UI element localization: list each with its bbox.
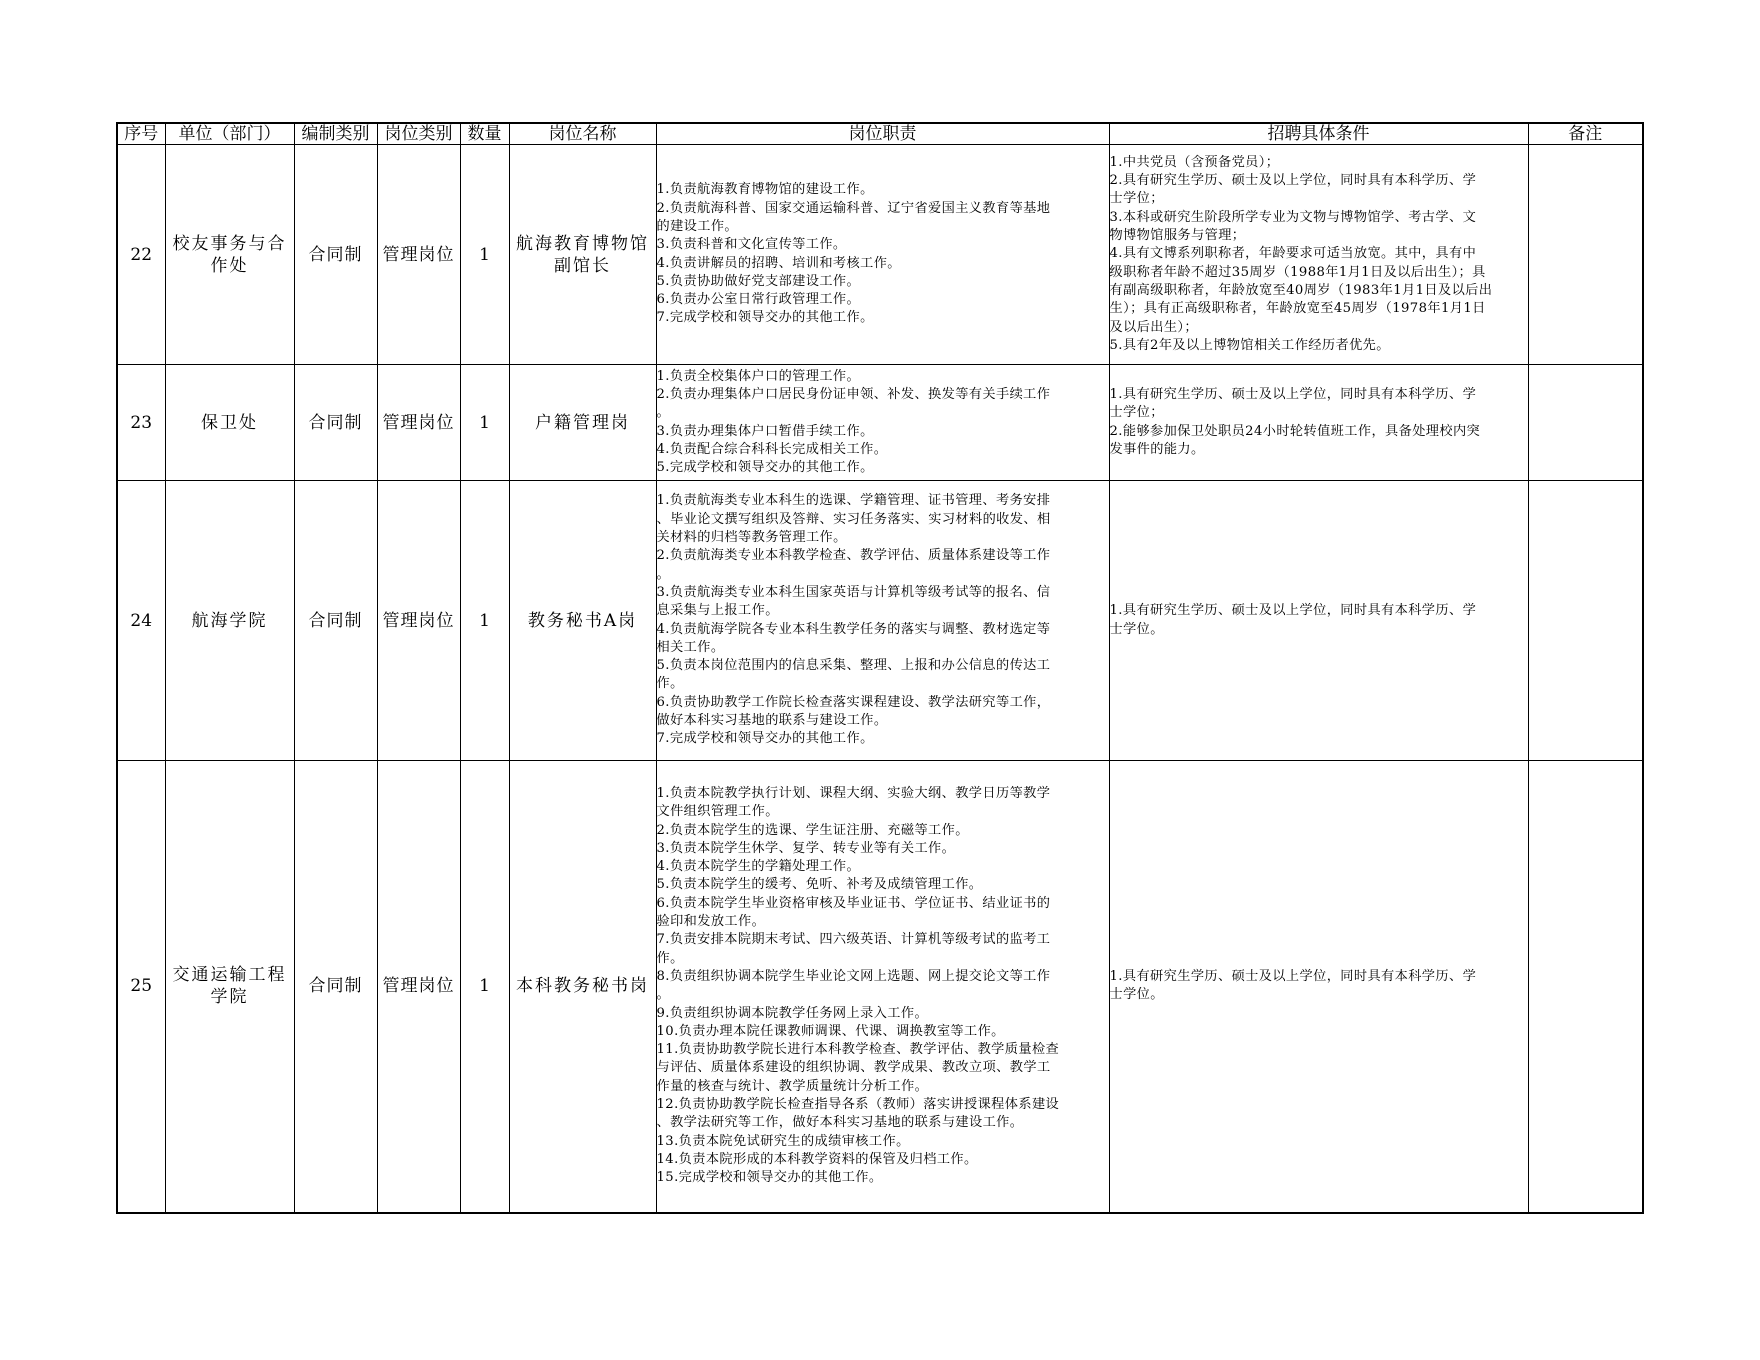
row-position: 户籍管理岗 [509, 365, 656, 481]
duties-line: 3.负责科普和文化宣传等工作。 [656, 237, 847, 253]
conditions-line: 士学位； [1109, 191, 1164, 207]
row-count: 1 [460, 481, 509, 761]
duties-line: 4.负责本院学生的学籍处理工作。 [656, 859, 861, 875]
duties-line: 的建设工作。 [656, 218, 739, 234]
row-category: 管理岗位 [377, 481, 460, 761]
duties-line: 2.负责航海科普、国家交通运输科普、辽宁省爱国主义教育等基地 [656, 200, 1051, 216]
conditions-line: 及以后出生）； [1109, 319, 1199, 335]
conditions-line: 2.能够参加保卫处职员24小时轮转值班工作，具备处理校内突 [1109, 423, 1481, 439]
table-row [117, 761, 1643, 1213]
row-dept: 校友事务与合作处 [165, 145, 294, 365]
conditions-line: 生）；具有正高级职称者，年龄放宽至45周岁（1978年1月1日 [1109, 301, 1486, 317]
row-remarks [1528, 365, 1643, 481]
header-dept: 单位（部门） [165, 123, 294, 145]
duties-line: 1.负责航海类专业本科生的选课、学籍管理、证书管理、考务安排 [656, 493, 1051, 509]
duties-line: 4.负责配合综合科科长完成相关工作。 [656, 441, 888, 457]
header-category: 岗位类别 [377, 123, 460, 145]
duties-line: 、教学法研究等工作，做好本科实习基地的联系与建设工作。 [656, 1115, 1024, 1131]
conditions-line: 1.中共党员（含预备党员）； [1109, 154, 1280, 170]
header-seq: 序号 [117, 123, 165, 145]
conditions-line: 发事件的能力。 [1109, 441, 1205, 457]
conditions-line: 有副高级职称者，年龄放宽至40周岁（1983年1月1日及以后出 [1109, 282, 1493, 298]
header-duties: 岗位职责 [656, 123, 1109, 145]
row-category: 管理岗位 [377, 761, 460, 1213]
header-position: 岗位名称 [509, 123, 656, 145]
duties-line: 4.负责讲解员的招聘、培训和考核工作。 [656, 255, 901, 271]
duties-line: 文件组织管理工作。 [656, 804, 779, 820]
duties-line: 作。 [656, 676, 684, 692]
row-remarks [1528, 481, 1643, 761]
row-dept: 保卫处 [165, 365, 294, 481]
row-staffing: 合同制 [294, 365, 377, 481]
table-row [117, 145, 1643, 365]
row-conditions [1109, 145, 1528, 365]
duties-line: 6.负责协助教学工作院长检查落实课程建设、教学法研究等工作， [656, 694, 1051, 710]
row-category: 管理岗位 [377, 365, 460, 481]
duties-line: 15.完成学校和领导交办的其他工作。 [656, 1170, 883, 1186]
duties-line: 2.负责本院学生的选课、学生证注册、充磁等工作。 [656, 822, 969, 838]
duties-line: 与评估、质量体系建设的组织协调、教学成果、教改立项、教学工 [656, 1060, 1051, 1076]
row-duties [656, 481, 1109, 761]
duties-line: 相关工作。 [656, 639, 725, 655]
header-row [117, 123, 1643, 145]
row-count: 1 [460, 761, 509, 1213]
duties-line: 5.负责本院学生的缓考、免听、补考及成绩管理工作。 [656, 877, 983, 893]
conditions-line: 5.具有2年及以上博物馆相关工作经历者优先。 [1109, 337, 1390, 353]
row-conditions [1109, 761, 1528, 1213]
duties-line: 7.负责安排本院期末考试、四六级英语、计算机等级考试的监考工 [656, 932, 1051, 948]
row-category: 管理岗位 [377, 145, 460, 365]
duties-line: 息采集与上报工作。 [656, 603, 779, 619]
row-conditions [1109, 481, 1528, 761]
duties-line: 4.负责航海学院各专业本科生教学任务的落实与调整、教材选定等 [656, 621, 1051, 637]
conditions-line: 级职称者年龄不超过35周岁（1988年1月1日及以后出生）；具 [1109, 264, 1486, 280]
conditions-line: 士学位。 [1109, 621, 1164, 637]
duties-line: 14.负责本院形成的本科教学资料的保管及归档工作。 [656, 1151, 978, 1167]
conditions-line: 1.具有研究生学历、硕士及以上学位，同时具有本科学历、学 [1109, 968, 1477, 984]
conditions-line: 3.本科或研究生阶段所学专业为文物与博物馆学、考古学、文 [1109, 209, 1477, 225]
row-duties [656, 761, 1109, 1213]
duties-line: 。 [656, 566, 671, 582]
duties-line: 1.负责航海教育博物馆的建设工作。 [656, 182, 874, 198]
duties-line: 5.负责本岗位范围内的信息采集、整理、上报和办公信息的传达工 [656, 658, 1051, 674]
table-row [117, 365, 1643, 481]
conditions-line: 物博物馆服务与管理； [1109, 228, 1246, 244]
duties-line: 2.负责航海类专业本科教学检查、教学评估、质量体系建设等工作 [656, 548, 1051, 564]
table-row [117, 481, 1643, 761]
conditions-line: 1.具有研究生学历、硕士及以上学位，同时具有本科学历、学 [1109, 386, 1477, 402]
row-seq: 23 [117, 365, 165, 481]
row-count: 1 [460, 365, 509, 481]
row-staffing: 合同制 [294, 481, 377, 761]
duties-line: 验印和发放工作。 [656, 914, 766, 930]
conditions-line: 士学位； [1109, 405, 1164, 421]
duties-line: 做好本科实习基地的联系与建设工作。 [656, 712, 888, 728]
row-dept: 交通运输工程学院 [165, 761, 294, 1213]
duties-line: 8.负责组织协调本院学生毕业论文网上选题、网上提交论文等工作 [656, 968, 1051, 984]
duties-line: 12.负责协助教学院长检查指导各系（教师）落实讲授课程体系建设 [656, 1097, 1060, 1113]
row-staffing: 合同制 [294, 145, 377, 365]
duties-line: 10.负责办理本院任课教师调课、代课、调换教室等工作。 [656, 1023, 1005, 1039]
duties-line: 2.负责办理集体户口居民身份证申领、补发、换发等有关手续工作 [656, 386, 1051, 402]
row-seq: 24 [117, 481, 165, 761]
duties-line: 。 [656, 405, 671, 421]
duties-line: 6.负责办公室日常行政管理工作。 [656, 292, 861, 308]
header-count: 数量 [460, 123, 509, 145]
row-duties [656, 145, 1109, 365]
duties-line: 3.负责办理集体户口暂借手续工作。 [656, 423, 874, 439]
duties-line: 3.负责本院学生休学、复学、转专业等有关工作。 [656, 840, 956, 856]
row-seq: 25 [117, 761, 165, 1213]
row-dept: 航海学院 [165, 481, 294, 761]
duties-line: 13.负责本院免试研究生的成绩审核工作。 [656, 1133, 910, 1149]
duties-line: 11.负责协助教学院长进行本科教学检查、教学评估、教学质量检查 [656, 1042, 1060, 1058]
conditions-line: 2.具有研究生学历、硕士及以上学位，同时具有本科学历、学 [1109, 173, 1477, 189]
row-conditions [1109, 365, 1528, 481]
row-count: 1 [460, 145, 509, 365]
duties-line: 6.负责本院学生毕业资格审核及毕业证书、学位证书、结业证书的 [656, 895, 1051, 911]
conditions-line: 4.具有文博系列职称者，年龄要求可适当放宽。其中，具有中 [1109, 246, 1477, 262]
duties-line: 。 [656, 987, 671, 1003]
row-position: 本科教务秘书岗 [509, 761, 656, 1213]
duties-line: 作。 [656, 950, 684, 966]
row-duties [656, 365, 1109, 481]
duties-line: 作量的核查与统计、教学质量统计分析工作。 [656, 1078, 929, 1094]
duties-line: 5.负责协助做好党支部建设工作。 [656, 273, 861, 289]
header-conditions: 招聘具体条件 [1109, 123, 1528, 145]
row-seq: 22 [117, 145, 165, 365]
duties-line: 1.负责全校集体户口的管理工作。 [656, 368, 861, 384]
conditions-line: 1.具有研究生学历、硕士及以上学位，同时具有本科学历、学 [1109, 603, 1477, 619]
conditions-line: 士学位。 [1109, 987, 1164, 1003]
duties-line: 7.完成学校和领导交办的其他工作。 [656, 310, 874, 326]
duties-line: 5.完成学校和领导交办的其他工作。 [656, 460, 874, 476]
duties-line: 关材料的归档等教务管理工作。 [656, 530, 847, 546]
header-staffing: 编制类别 [294, 123, 377, 145]
duties-line: 、毕业论文撰写组织及答辩、实习任务落实、实习材料的收发、相 [656, 511, 1051, 527]
duties-line: 7.完成学校和领导交办的其他工作。 [656, 731, 874, 747]
duties-line: 3.负责航海类专业本科生国家英语与计算机等级考试等的报名、信 [656, 584, 1051, 600]
recruitment-table [116, 122, 1644, 1214]
duties-line: 9.负责组织协调本院教学任务网上录入工作。 [656, 1005, 929, 1021]
row-remarks [1528, 761, 1643, 1213]
row-remarks [1528, 145, 1643, 365]
row-staffing: 合同制 [294, 761, 377, 1213]
duties-line: 1.负责本院教学执行计划、课程大纲、实验大纲、教学日历等教学 [656, 785, 1051, 801]
row-position: 教务秘书A岗 [509, 481, 656, 761]
header-remarks: 备注 [1528, 123, 1643, 145]
row-position: 航海教育博物馆副馆长 [509, 145, 656, 365]
